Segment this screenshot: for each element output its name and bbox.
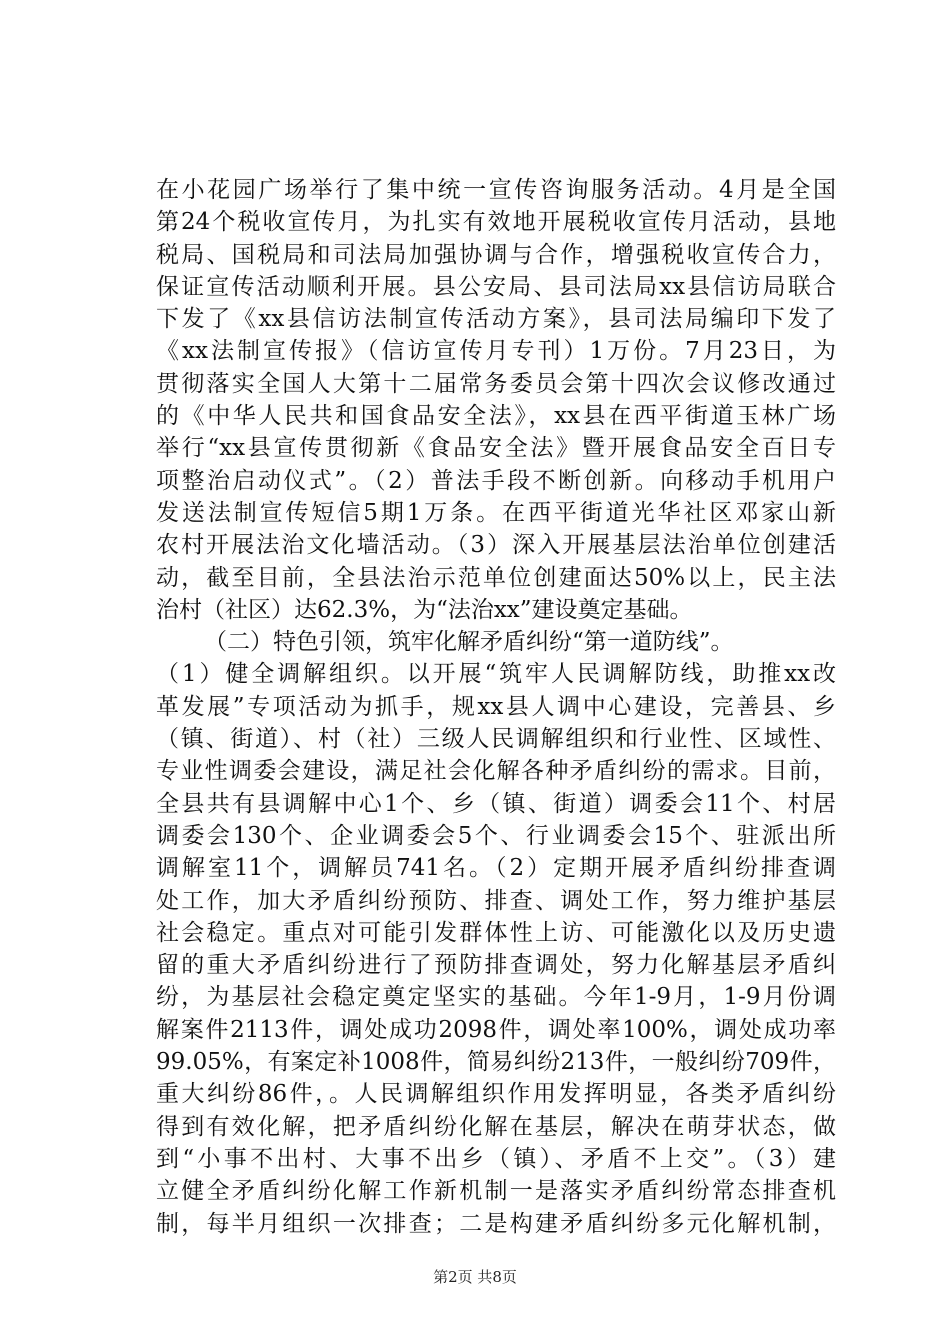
text-line: 贯彻落实全国人大第十二届常务委员会第十四次会议修改通过 <box>156 370 836 397</box>
text-line: 税局、国税局和司法局加强协调与合作，增强税收宣传合力， <box>156 241 836 268</box>
text-line: 在小花园广场举行了集中统一宣传咨询服务活动。4月是全国 <box>156 177 836 203</box>
text-line: 治村（社区）达62.3%，为“法治xx”建设奠定基础。 <box>156 596 693 623</box>
text-line: （镇、街道）、村（社）三级人民调解组织和行业性、区域性、 <box>156 726 836 753</box>
text-line: 得到有效化解，把矛盾纠纷化解在基层，解决在萌芽状态，做 <box>156 1113 836 1140</box>
text-line: 下发了《xx县信访法制宣传活动方案》，县司法局编印下发了 <box>156 306 836 333</box>
text-line: 到“小事不出村、大事不出乡（镇）、矛盾不上交”。（3）建 <box>156 1145 836 1172</box>
text-line: 项整治启动仪式”。（2）普法手段不断创新。向移动手机用户 <box>156 467 836 494</box>
text-line: 立健全矛盾纠纷化解工作新机制一是落实矛盾纠纷常态排查机 <box>156 1178 836 1205</box>
text-line: 99.05%，有案定补1008件，简易纠纷213件，一般纠纷709件， <box>156 1049 836 1076</box>
text-line: 调委会130个、企业调委会5个、行业调委会15个、驻派出所 <box>156 822 836 849</box>
text-line: 全县共有县调解中心1个、乡（镇、街道）调委会11个、村居 <box>156 790 836 817</box>
text-line: 解案件2113件，调处成功2098件，调处率100%，调处成功率 <box>156 1016 836 1043</box>
page-number-label: 第2页 共8页 <box>433 1268 517 1286</box>
text-line: 纷，为基层社会稳定奠定坚实的基础。今年1-9月，1-9月份调 <box>156 984 836 1011</box>
text-line: 《xx法制宣传报》（信访宣传月专刊）1万份。7月23日，为 <box>156 338 836 365</box>
text-line: 处工作，加大矛盾纠纷预防、排查、调处工作，努力维护基层 <box>156 887 836 914</box>
body-text <box>156 174 836 1240</box>
text-line: 重大纠纷86件，。人民调解组织作用发挥明显，各类矛盾纠纷 <box>156 1081 836 1108</box>
text-line: 制，每半月组织一次排查；二是构建矛盾纠纷多元化解机制， <box>156 1210 836 1237</box>
text-line: （1）健全调解组织。以开展“筑牢人民调解防线，助推xx改 <box>156 661 836 688</box>
text-line: 专业性调委会建设，满足社会化解各种矛盾纠纷的需求。目前， <box>156 758 836 785</box>
text-line: 的《中华人民共和国食品安全法》，xx县在西平街道玉林广场 <box>156 403 836 430</box>
text-line: 动，截至目前，全县法治示范单位创建面达50%以上，民主法 <box>156 564 836 591</box>
text-line: 革发展”专项活动为抓手，规xx县人调中心建设，完善县、乡 <box>156 693 836 720</box>
section-heading: （二）特色引领，筑牢化解矛盾纠纷“第一道防线”。 <box>204 629 734 656</box>
text-line: 留的重大矛盾纠纷进行了预防排查调处，努力化解基层矛盾纠 <box>156 952 836 979</box>
text-line: 第24个税收宣传月，为扎实有效地开展税收宣传月活动，县地 <box>156 209 836 236</box>
text-line: 社会稳定。重点对可能引发群体性上访、可能激化以及历史遗 <box>156 919 836 946</box>
text-line: 发送法制宣传短信5期1万条。在西平街道光华社区邓家山新 <box>156 499 836 526</box>
text-line: 农村开展法治文化墙活动。（3）深入开展基层法治单位创建活 <box>156 532 836 559</box>
page-footer <box>0 1266 950 1287</box>
text-line: 保证宣传活动顺利开展。县公安局、县司法局xx县信访局联合 <box>156 273 836 300</box>
text-line: 调解室11个，调解员741名。（2）定期开展矛盾纠纷排查调 <box>156 855 836 882</box>
text-line: 举行“xx县宣传贯彻新《食品安全法》暨开展食品安全百日专 <box>156 435 836 462</box>
